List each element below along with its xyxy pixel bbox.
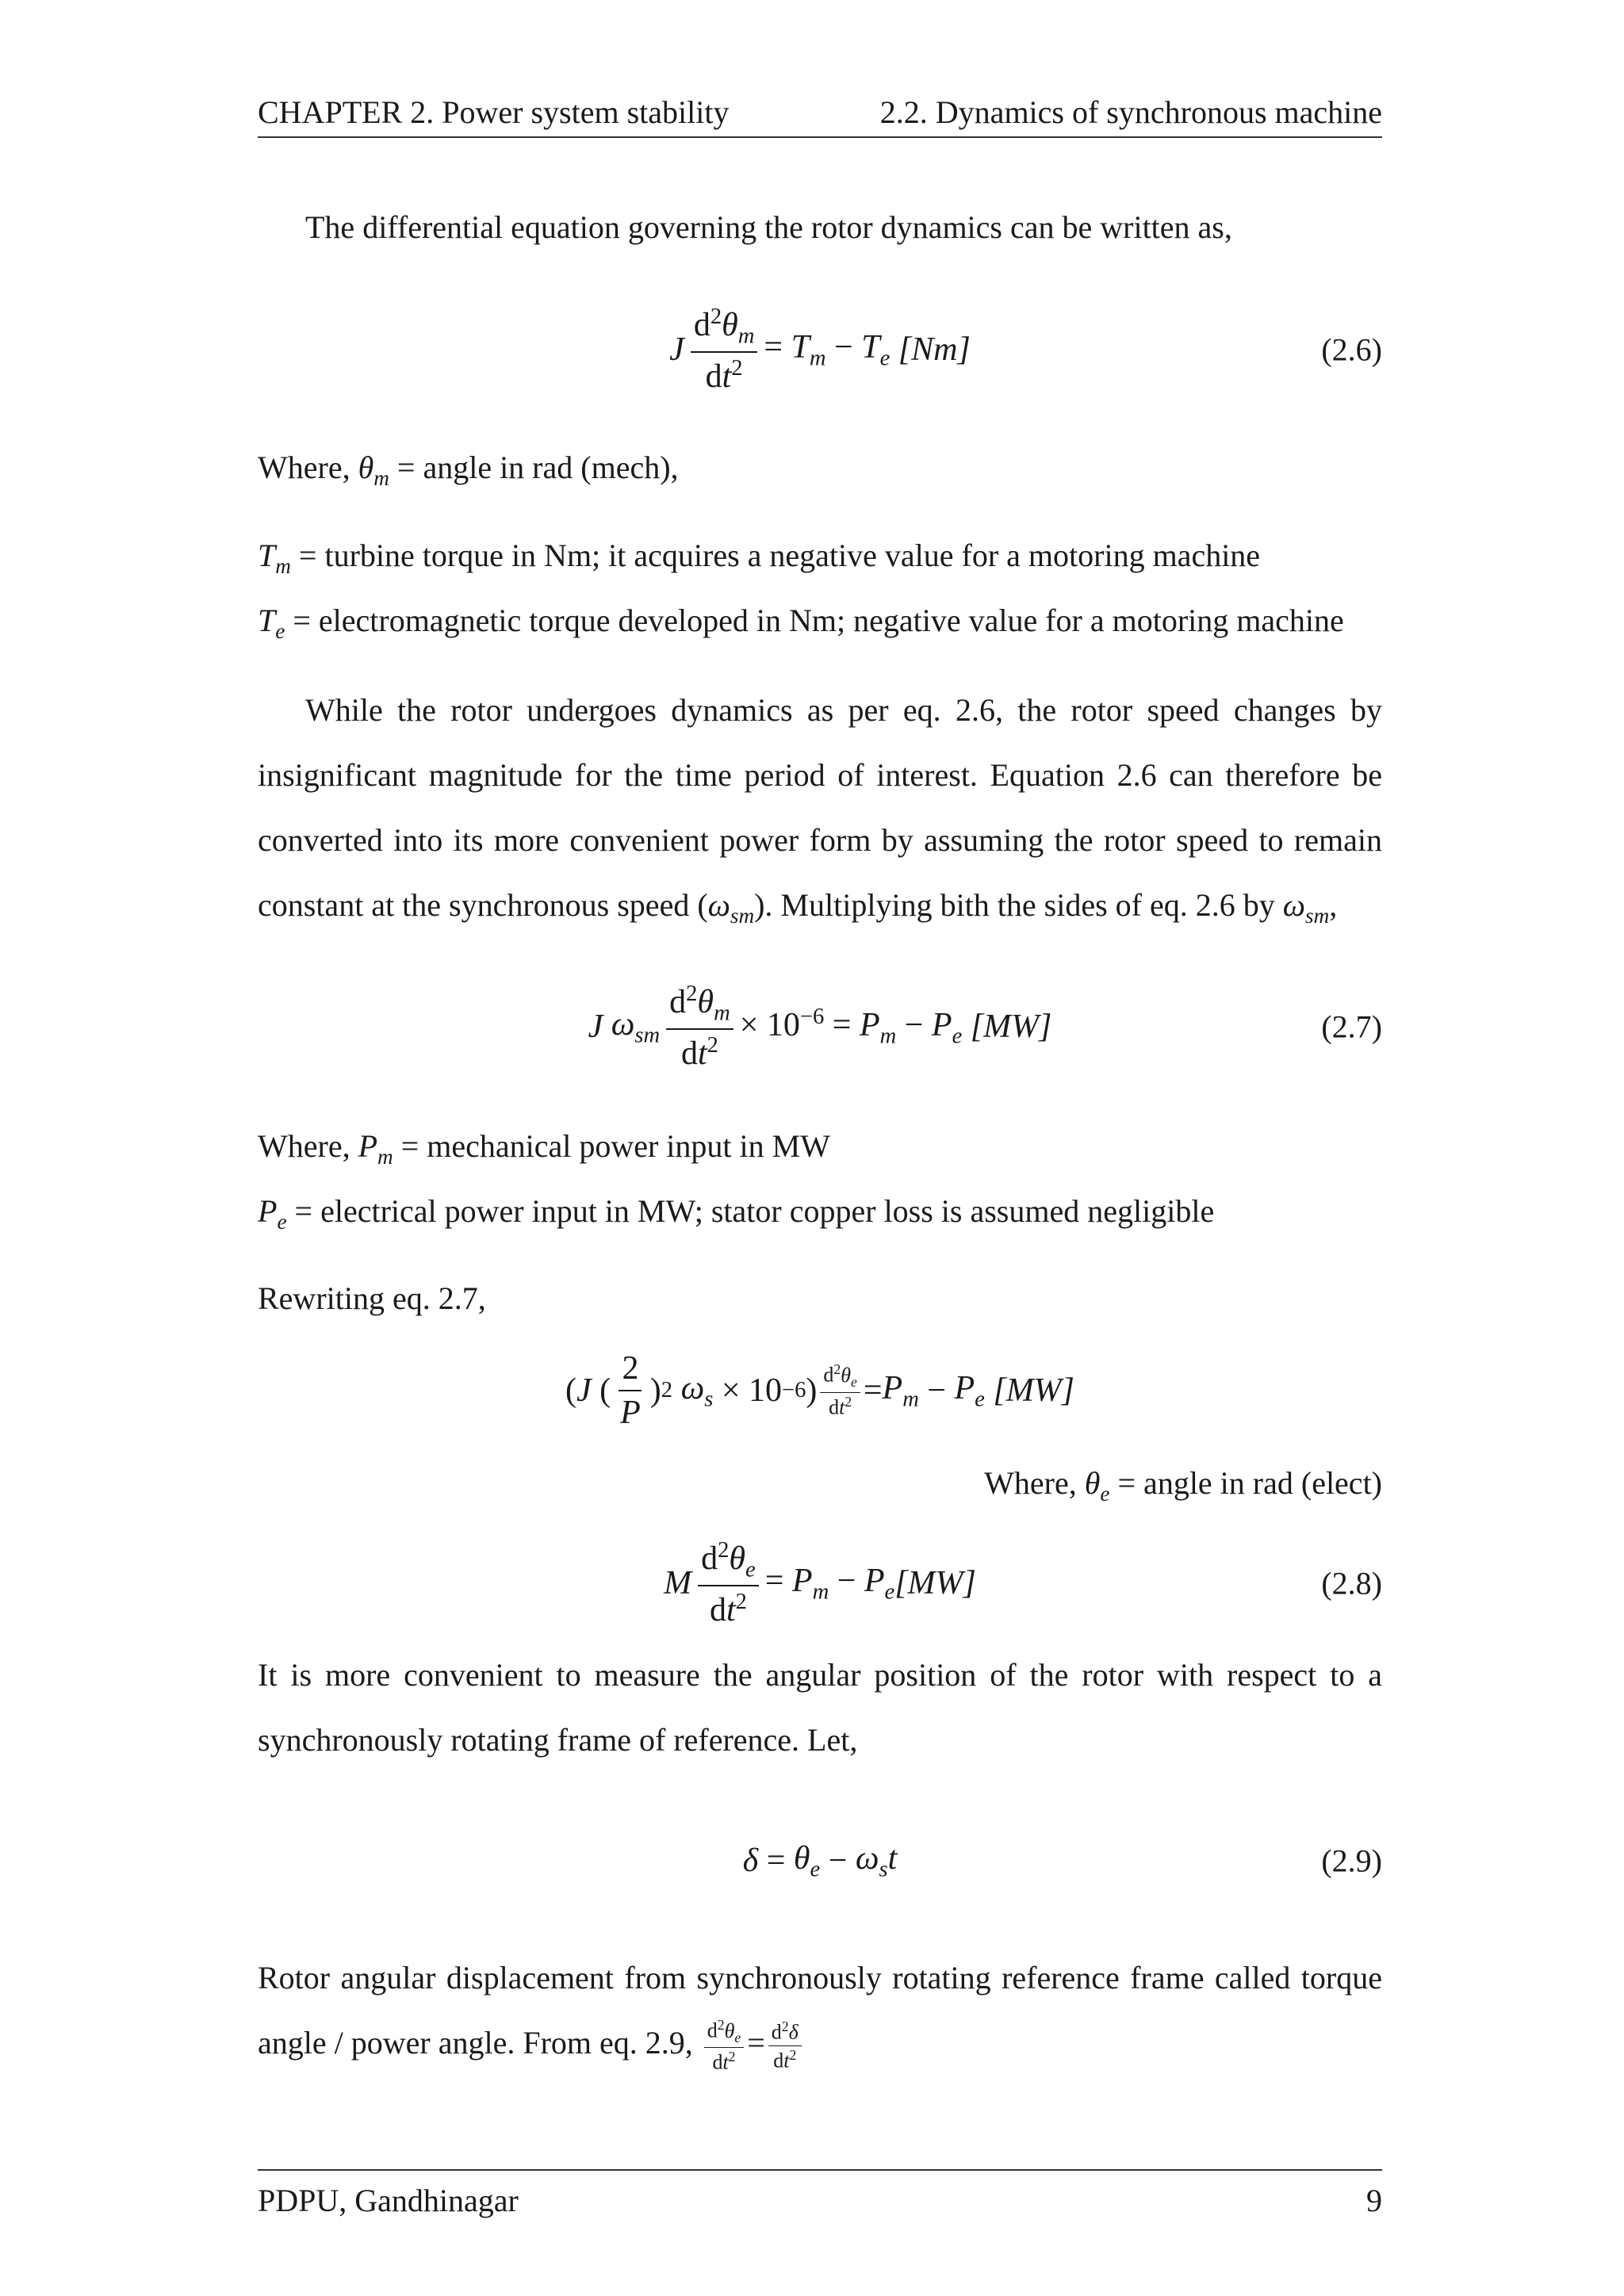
unit-mw-3: [MW] [894,1565,976,1601]
paragraph-4-line-1: Rotor angular displacement from synchronously rotating reference frame called torque [258,1960,1382,1996]
footer-institution: PDPU, Gandhinagar [258,2183,519,2218]
paragraph-3-line-2: synchronously rotating frame of reference. Let, [258,1722,858,1758]
running-footer [258,2169,1382,2218]
definition-pe-text: = electrical power input in MW; stator copper loss is assumed negligible [294,1193,1215,1229]
definition-tm: $T_m$ = turbine torque in Nm; it acquires a negative value for a motoring machine [258,538,1261,578]
where-prefix: Where, [258,450,350,485]
where-theta-m: Where, $\theta_m$ = angle in rad (mech), [258,450,679,490]
definition-te: $T_e$ = electromagnetic torque developed in Nm; negative value for a motoring machine [258,603,1344,643]
rewriting-line: Rewriting eq. 2.7, [258,1280,486,1316]
equation-2-8 [258,1532,1382,1635]
definition-pm-text: = mechanical power input in MW [400,1128,830,1164]
header-section: 2.2. Dynamics of synchronous machine [879,94,1382,130]
paragraph-intro: The differential equation governing the rotor dynamics can be written as, [305,209,1232,245]
where-prefix-2: Where, [258,1128,350,1164]
equation-number-2-9: (2.9) [1321,1843,1382,1879]
where-theta-e: Where, $\theta_e$ = angle in rad (elect) [984,1465,1382,1506]
where-theta-e-text: = angle in rad (elect) [1117,1465,1382,1501]
paragraph-4-line-2-text: angle / power angle. From eq. 2.9, [258,2025,693,2061]
where-prefix-3: Where, [984,1465,1077,1501]
fraction-d2theta-e-small: $\frac{d^2\theta_e}{dt^2}$ [820,1362,860,1419]
paragraph-2-line-1: While the rotor undergoes dynamics as per eq. 2.6, the rotor speed changes by [305,692,1382,728]
fraction-d2theta-e: $\frac{d^2\theta_e}{dt^2}$ [698,1538,759,1629]
equation-2-9 [258,1809,1382,1912]
fraction-d2delta-inline: $\frac{d^2\delta}{dt^2}$ [768,2019,802,2073]
paragraph-2-line-3: converted into its more convenient power form by assuming the rotor speed to remain [258,822,1382,858]
footer-page-number: 9 [1366,2183,1382,2218]
equation-2-7-body: J $\omega_{sm}$ $\frac{d^2\theta_m}{dt^2}$ × $10^{-6} = P_m - P_e$ [MW] [588,981,1052,1073]
fraction-d2theta-m-2: $\frac{d^2\theta_m}{dt^2}$ [666,982,733,1073]
equation-number-2-6: (2.6) [1321,331,1382,368]
unit-mw-2: [MW] [993,1372,1075,1409]
running-header [258,89,1382,138]
where-theta-m-text: = angle in rad (mech), [396,450,679,485]
unit-nm: [Nm] [898,331,971,368]
equation-rewritten-body: ( J ( $\frac{2}{P}$ ) 2 $\omega_s$ × 10 −6 ) $\frac{d^2\theta_e}{dt^2}$ = $P_m$ − $P_e$ [MW] [565,1349,1075,1431]
header-chapter: CHAPTER 2. Power system stability [258,94,730,130]
definition-tm-text: = turbine torque in Nm; it acquires a negative value for a motoring machine [298,538,1261,573]
paragraph-4-line-2: angle / power angle. From eq. 2.9, $\frac{d^2\theta_e}{dt^2}$ = $\frac{d^2\delta}{dt^2}$ [258,2011,1382,2076]
paragraph-2-line-2: insignificant magnitude for the time period of interest. Equation 2.6 can therefore be [258,757,1382,793]
equation-rewritten [258,1343,1382,1438]
paragraph-2-line-4a: constant at the synchronous speed ( [258,887,708,923]
equation-2-6 [258,298,1382,401]
unit-mw: [MW] [970,1008,1052,1045]
fraction-2-over-p: $\frac{2}{P}$ [620,1349,641,1431]
fraction-d2theta-m: $\frac{d^2\theta_m}{dt^2}$ [691,304,758,396]
equation-number-2-7: (2.7) [1321,1008,1382,1045]
paragraph-2-line-4: constant at the synchronous speed $(\omega_{sm})$. Multiplying bith the sides of eq. 2.6 by $\omega_{sm}$, [258,887,1338,928]
equation-2-8-body: M $\frac{d^2\theta_e}{dt^2}$ = $P_m - P_e$ [MW] [664,1537,976,1629]
paragraph-2-line-4b: ). Multiplying bith the sides of eq. 2.6 by [754,887,1275,923]
definition-pe: $P_e$ = electrical power input in MW; stator copper loss is assumed negligible [258,1193,1215,1234]
equation-2-7 [258,975,1382,1078]
definition-te-text: = electromagnetic torque developed in Nm; negative value for a motoring machine [293,603,1344,638]
paragraph-3-line-1: It is more convenient to measure the angular position of the rotor with respect to a [258,1657,1382,1693]
equation-2-6-body: J $\frac{d^2\theta_m}{dt^2}$ = $T_m - T_e$ [Nm] [669,304,971,396]
equation-2-9-body: δ = $\theta_e$ − $\omega_st$ [742,1839,898,1882]
equation-number-2-8: (2.8) [1321,1565,1382,1601]
definition-pm: Where, $P_m$ = mechanical power input in MW [258,1128,830,1169]
fraction-d2theta-e-inline: $\frac{d^2\theta_e}{dt^2}$ [704,2018,744,2075]
